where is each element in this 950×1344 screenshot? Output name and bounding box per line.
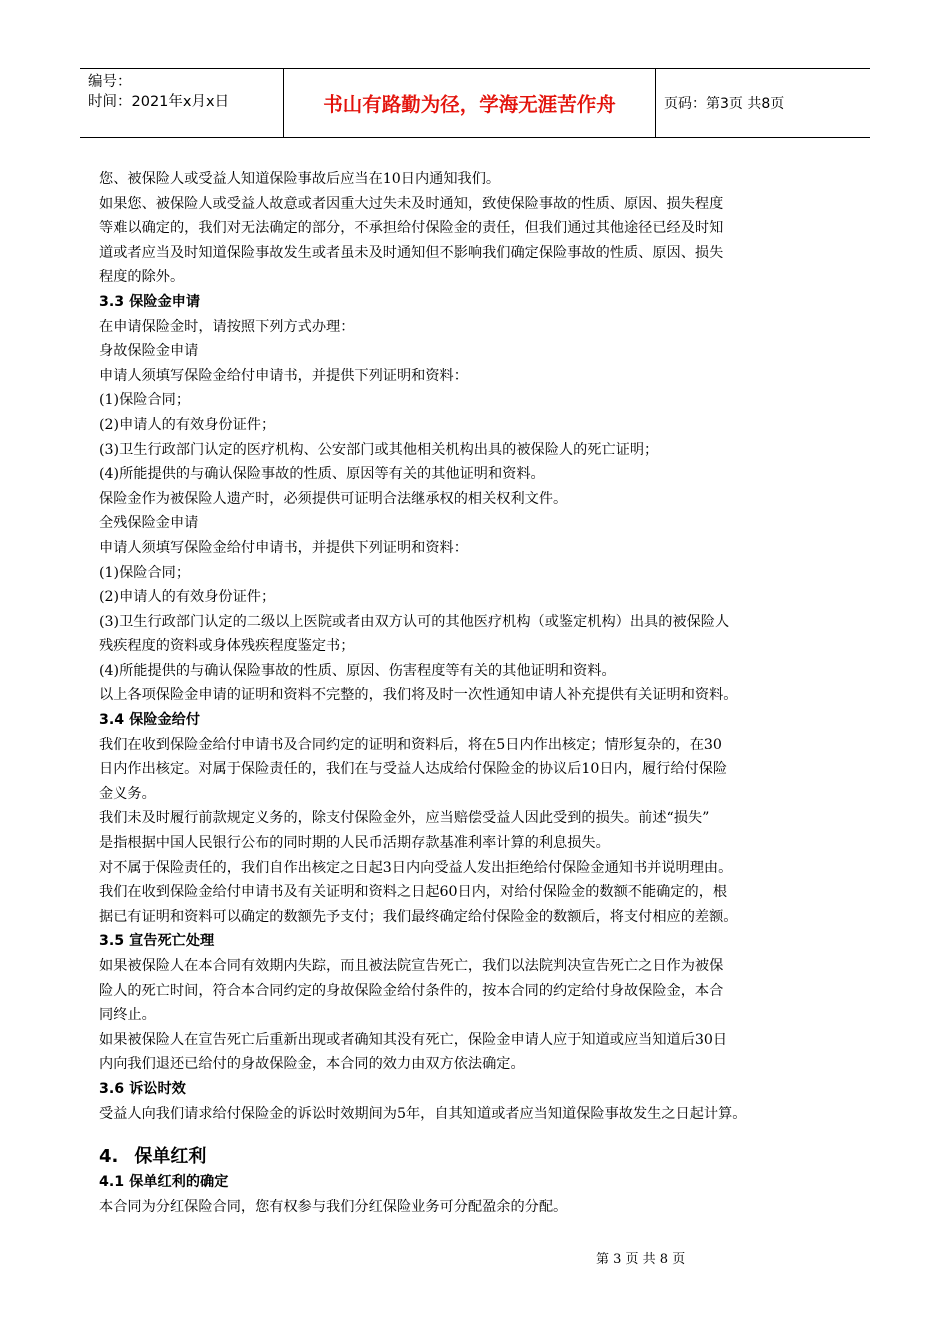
paragraph-line: 程度的除外。 (99, 269, 185, 286)
paragraph-line: 我们在收到保险金给付申请书及有关证明和资料之日起60日内，对给付保险金的数额不能确定的，根 (99, 884, 728, 901)
paragraph-line: 您、被保险人或受益人知道保险事故后应当在10日内通知我们。 (99, 171, 501, 187)
paragraph-line: 申请人须填写保险金给付申请书，并提供下列证明和资料： (99, 539, 468, 556)
header-meta (80, 69, 284, 137)
paragraph-line: 同终止。 (99, 1007, 156, 1024)
section-heading: 3.6 诉讼时效 (99, 1080, 186, 1097)
paragraph-line: 本合同为分红保险合同，您有权参与我们分红保险业务可分配盈余的分配。 (99, 1198, 568, 1215)
page-footer: 第 3 页 共 8 页 (596, 1252, 686, 1267)
paragraph-line: 据已有证明和资料可以确定的数额先予支付；我们最终确定给付保险金的数额后，将支付相应的差额。 (99, 908, 738, 925)
paragraph-line: 险人的死亡时间，符合本合同约定的身故保险金给付条件的，按本合同的约定给付身故保险金，本合 (99, 982, 724, 999)
paragraph-line: 以上各项保险金申请的证明和资料不完整的，我们将及时一次性通知申请人补充提供有关证明和资料。 (99, 687, 738, 704)
paragraph-line: 我们在收到保险金给付申请书及合同约定的证明和资料后，将在5日内作出核定；情形复杂的，在30 (99, 736, 722, 753)
paragraph-line: 是指根据中国人民银行公布的同时期的人民币活期存款基准利率计算的利息损失。 (99, 835, 610, 852)
section-heading: 3.3 保险金申请 (99, 293, 201, 310)
paragraph-line: 对不属于保险责任的，我们自作出核定之日起3日内向受益人发出拒绝给付保险金通知书并说明理由。 (99, 859, 733, 876)
paragraph-line: (3)卫生行政部门认定的医疗机构、公安部门或其他相关机构出具的被保险人的死亡证明； (99, 441, 659, 458)
paragraph-line: 金义务。 (99, 785, 156, 802)
section-4-heading (99, 1144, 869, 1170)
paragraph-line: (3)卫生行政部门认定的二级以上医院或者由双方认可的其他医疗机构（或鉴定机构）出具的被保险人 (99, 613, 730, 630)
paragraph-line: 保险金作为被保险人遗产时，必须提供可证明合法继承权的相关权利文件。 (99, 490, 568, 507)
paragraph-line: 我们未及时履行前款规定义务的，除支付保险金外，应当赔偿受益人因此受到的损失。前述“损失” (99, 810, 710, 827)
section-heading: 3.4 保险金给付 (99, 712, 201, 729)
paragraph-line: 等难以确定的，我们对无法确定的部分，不承担给付保险金的责任，但我们通过其他途径已经及时知 (99, 220, 724, 237)
paragraph-line: 受益人向我们请求给付保险金的诉讼时效期间为5年，自其知道或者应当知道保险事故发生之日起计算。 (99, 1105, 747, 1122)
paragraph-line: 全残保险金申请 (99, 515, 199, 532)
page-header (80, 68, 870, 138)
body-lines (99, 167, 869, 1126)
paragraph-line: 申请人须填写保险金给付申请书，并提供下列证明和资料： (99, 367, 468, 384)
paragraph-line: (4)所能提供的与确认保险事故的性质、原因、伤害程度等有关的其他证明和资料。 (99, 662, 616, 679)
document-number-label: 编号： (88, 74, 132, 90)
section-4-number: 4. (99, 1146, 119, 1168)
paragraph-line: (2)申请人的有效身份证件； (99, 589, 276, 606)
paragraph-line: (1)保险合同； (99, 564, 191, 581)
paragraph-line: 如果被保险人在本合同有效期内失踪，而且被法院宣告死亡，我们以法院判决宣告死亡之日作为被保 (99, 958, 724, 974)
paragraph-line: (2)申请人的有效身份证件； (99, 416, 276, 433)
paragraph-line: 如果您、被保险人或受益人故意或者因重大过失未及时通知，致使保险事故的性质、原因、损失程度 (99, 195, 724, 212)
paragraph-line: 身故保险金申请 (99, 343, 199, 360)
paragraph-line: 如果被保险人在宣告死亡后重新出现或者确知其没有死亡，保险金申请人应于知道或应当知道后30日 (99, 1031, 728, 1048)
document-body (99, 167, 869, 1219)
section-heading: 3.5 宣告死亡处理 (99, 933, 215, 950)
paragraph-line: 道或者应当及时知道保险事故发生或者虽未及时通知但不影响我们确定保险事故的性质、原因、损失 (99, 244, 724, 261)
header-motto: 书山有路勤为径，学海无涯苦作舟 (284, 69, 656, 137)
paragraph-line: 内向我们退还已给付的身故保险金，本合同的效力由双方依法确定。 (99, 1056, 525, 1073)
paragraph-line: (4)所能提供的与确认保险事故的性质、原因等有关的其他证明和资料。 (99, 466, 545, 483)
subsection-4-1-heading: 4.1 保单红利的确定 (99, 1174, 229, 1191)
document-date-label: 时间：2021年x月x日 (88, 94, 230, 110)
header-page-number: 页码：第3页 共8页 (664, 96, 785, 112)
paragraph-line: (1)保险合同； (99, 392, 191, 409)
paragraph-line: 日内作出核定。对属于保险责任的，我们在与受益人达成给付保险金的协议后10日内，履行给付保险 (99, 761, 728, 778)
paragraph-line: 残疾程度的资料或身体残疾程度鉴定书； (99, 638, 355, 655)
section-4-title: 保单红利 (134, 1146, 207, 1168)
paragraph-line: 在申请保险金时，请按照下列方式办理： (99, 318, 355, 335)
